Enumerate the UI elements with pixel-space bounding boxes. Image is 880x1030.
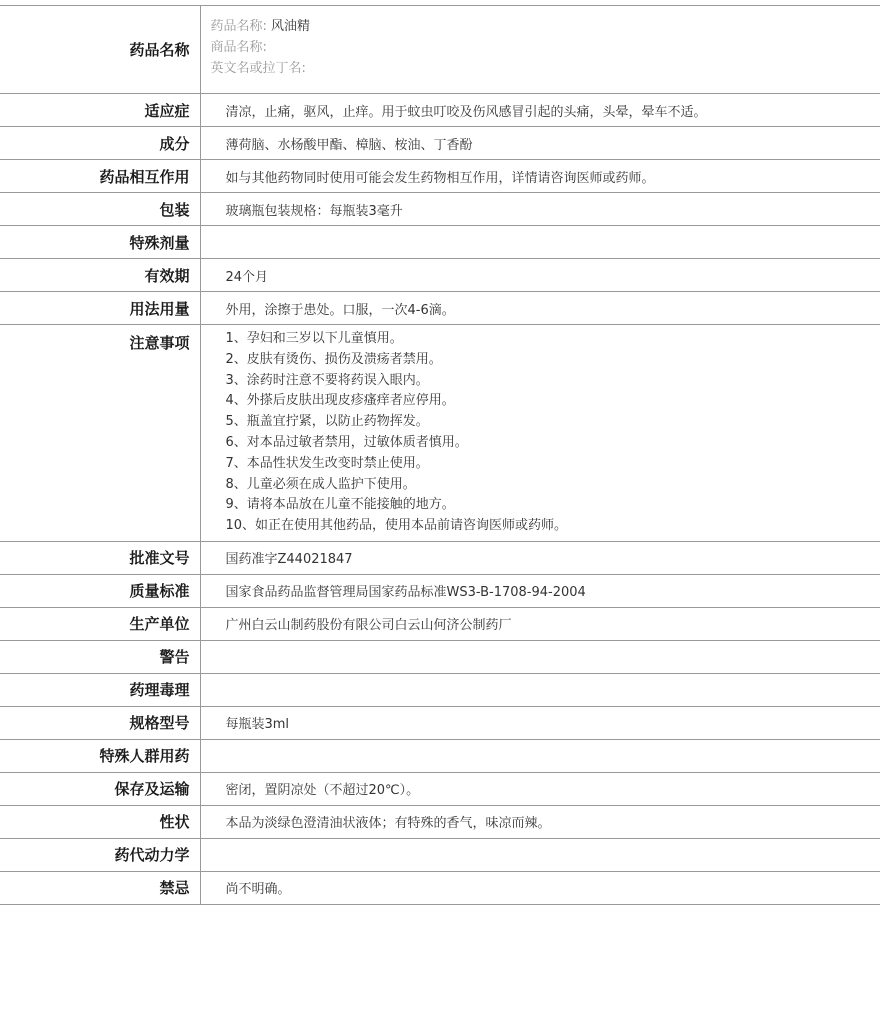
row-value — [200, 838, 880, 871]
row-label: 药理毒理 — [0, 673, 200, 706]
list-item: 2、皮肤有烫伤、损伤及溃疡者禁用。 — [225, 351, 442, 367]
list-item: 4、外搽后皮肤出现皮疹瘙痒者应停用。 — [225, 393, 455, 409]
list-item: 5、瓶盖宜拧紧，以防止药物挥发。 — [225, 414, 429, 430]
row-label: 成分 — [0, 127, 200, 160]
row-special-dosage — [0, 226, 880, 259]
row-value: 每瓶装3ml — [200, 706, 880, 739]
english-name-prefix: 英文名或拉丁名: — [210, 61, 306, 76]
row-approval-number — [0, 541, 880, 574]
row-label: 质量标准 — [0, 574, 200, 607]
row-pharmacokinetics — [0, 838, 880, 871]
row-value: 清凉，止痛，驱风，止痒。用于蚊虫叮咬及伤风感冒引起的头痛，头晕，晕车不适。 — [200, 94, 880, 127]
row-quality-standard — [0, 574, 880, 607]
list-item: 10、如正在使用其他药品，使用本品前请咨询医师或药师。 — [225, 518, 568, 534]
row-drug-name — [0, 6, 880, 94]
row-label: 药品相互作用 — [0, 160, 200, 193]
row-pharmacology — [0, 673, 880, 706]
row-value — [200, 739, 880, 772]
row-label: 生产单位 — [0, 607, 200, 640]
row-value: 外用，涂擦于患处。口服，一次4-6滴。 — [200, 292, 880, 325]
row-label: 规格型号 — [0, 706, 200, 739]
drug-name-cell — [200, 6, 880, 94]
row-value: 广州白云山制药股份有限公司白云山何济公制药厂 — [200, 607, 880, 640]
row-indications — [0, 94, 880, 127]
row-precautions — [0, 325, 880, 542]
list-item: 1、孕妇和三岁以下儿童慎用。 — [225, 331, 403, 346]
row-label: 适应症 — [0, 94, 200, 127]
row-label: 批准文号 — [0, 541, 200, 574]
trade-name-prefix: 商品名称: — [210, 40, 267, 55]
row-label: 药代动力学 — [0, 838, 200, 871]
row-label: 有效期 — [0, 259, 200, 292]
row-value: 如与其他药物同时使用可能会发生药物相互作用，详情请咨询医师或药师。 — [200, 160, 880, 193]
row-value: 本品为淡绿色澄清油状液体；有特殊的香气，味凉而辣。 — [200, 805, 880, 838]
list-item: 7、本品性状发生改变时禁止使用。 — [225, 455, 429, 471]
row-packaging — [0, 193, 880, 226]
row-specification — [0, 706, 880, 739]
generic-name-value: 风油精 — [271, 19, 311, 34]
row-ingredients — [0, 127, 880, 160]
row-contraindications — [0, 871, 880, 904]
list-item: 3、涂药时注意不要将药误入眼内。 — [225, 372, 429, 388]
row-manufacturer — [0, 607, 880, 640]
row-value: 玻璃瓶包装规格：每瓶装3毫升 — [200, 193, 880, 226]
precautions-list — [200, 325, 880, 542]
row-dosage — [0, 292, 880, 325]
row-label: 用法用量 — [0, 292, 200, 325]
row-label: 包装 — [0, 193, 200, 226]
row-label: 警告 — [0, 640, 200, 673]
row-value: 国家食品药品监督管理局国家药品标准WS3-B-1708-94-2004 — [200, 574, 880, 607]
row-interactions — [0, 160, 880, 193]
list-item: 8、儿童必须在成人监护下使用。 — [225, 476, 416, 492]
row-value: 尚不明确。 — [200, 871, 880, 904]
row-label: 特殊剂量 — [0, 226, 200, 259]
row-value: 密闭，置阴凉处（不超过20℃）。 — [200, 772, 880, 805]
row-storage — [0, 772, 880, 805]
drug-info-table — [0, 5, 880, 905]
generic-name-prefix: 药品名称: — [210, 19, 267, 34]
list-item: 6、对本品过敏者禁用，过敏体质者慎用。 — [225, 434, 468, 450]
list-item: 9、请将本品放在儿童不能接触的地方。 — [225, 497, 455, 513]
trade-name-line — [211, 37, 880, 58]
row-description — [0, 805, 880, 838]
row-label: 性状 — [0, 805, 200, 838]
english-name-line — [211, 58, 880, 79]
row-label: 禁忌 — [0, 871, 200, 904]
row-label: 注意事项 — [0, 325, 200, 542]
row-special-population — [0, 739, 880, 772]
row-value: 国药准字Z44021847 — [200, 541, 880, 574]
row-label: 特殊人群用药 — [0, 739, 200, 772]
row-value: 薄荷脑、水杨酸甲酯、樟脑、桉油、丁香酚 — [200, 127, 880, 160]
row-value — [200, 673, 880, 706]
row-shelf-life — [0, 259, 880, 292]
row-value: 24个月 — [200, 259, 880, 292]
row-label: 药品名称 — [0, 6, 200, 94]
row-value — [200, 640, 880, 673]
row-warning — [0, 640, 880, 673]
generic-name-line — [211, 16, 880, 37]
row-label: 保存及运输 — [0, 772, 200, 805]
row-value — [200, 226, 880, 259]
